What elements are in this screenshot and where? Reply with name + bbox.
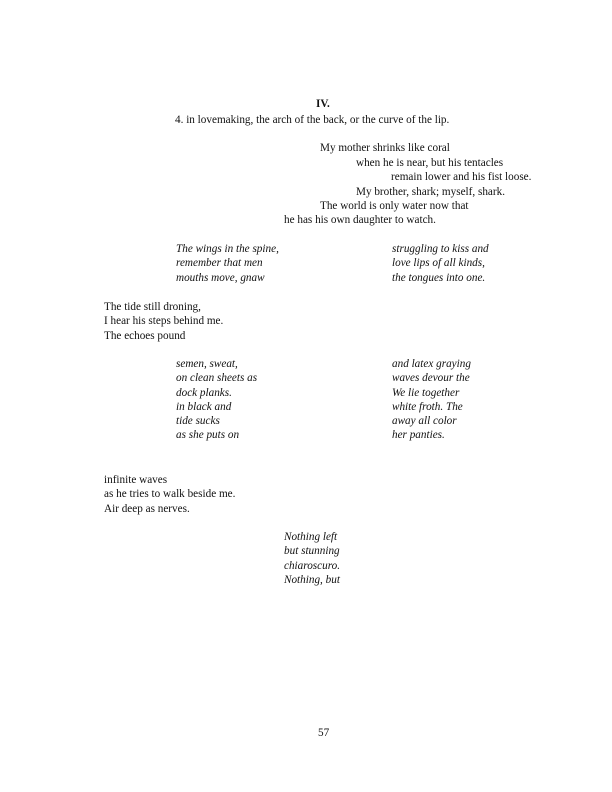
stanza1-line: remain lower and his fist loose. [391,171,532,183]
verse-line: away all color [392,415,457,428]
verse-line: I hear his steps behind me. [104,315,224,328]
verse-line: The tide still droning, [104,301,201,313]
stanza1-line: My brother, shark; myself, shark. [356,186,505,198]
italic-column-right-1 [392,242,489,285]
verse-line: on clean sheets as [176,372,258,385]
italic-column-left-1 [176,242,279,285]
verse-line: waves devour the [392,372,470,385]
stanza1-line: when he is near, but his tentacles [356,157,504,169]
verse-line: semen, sweat, [176,358,238,370]
verse-line: dock planks. [176,386,232,399]
verse-line: but stunning [284,545,340,558]
page-number: 57 [318,727,330,739]
verse-line: We lie together [392,386,460,399]
verse-line: chiaroscuro. [284,559,341,572]
verse-line: The echoes pound [104,329,186,342]
stanza3 [104,473,235,516]
verse-line: as she puts on [176,429,240,442]
verse-line: in black and [176,400,232,413]
stanza1-line: My mother shrinks like coral [320,142,450,154]
verse-line: as he tries to walk beside me. [104,488,236,501]
italic-column-right-2 [392,357,471,443]
verse-line: infinite waves [104,474,168,486]
verse-line: love lips of all kinds, [392,257,485,270]
stanza2 [104,300,223,343]
stanza1-line: he has his own daughter to watch. [284,214,436,226]
closing-stanza [284,530,340,587]
verse-line: the tongues into one. [392,271,486,284]
verse-line: The wings in the spine, [176,243,279,255]
section-numeral: IV. [316,98,330,110]
verse-line: and latex graying [392,358,471,370]
verse-line: tide sucks [176,415,220,428]
verse-line: struggling to kiss and [392,243,489,255]
verse-line: white froth. The [392,400,463,413]
verse-line: her panties. [392,429,445,442]
verse-line: Nothing, but [284,573,340,586]
verse-line: Nothing left [284,531,338,543]
italic-column-left-2 [176,357,257,443]
epigraph: 4. in lovemaking, the arch of the back, or the curve of the lip. [175,114,450,126]
verse-line: Air deep as nerves. [104,502,190,515]
verse-line: remember that men [176,257,263,270]
stanza1-line: The world is only water now that [320,200,469,212]
verse-line: mouths move, gnaw [176,271,265,284]
